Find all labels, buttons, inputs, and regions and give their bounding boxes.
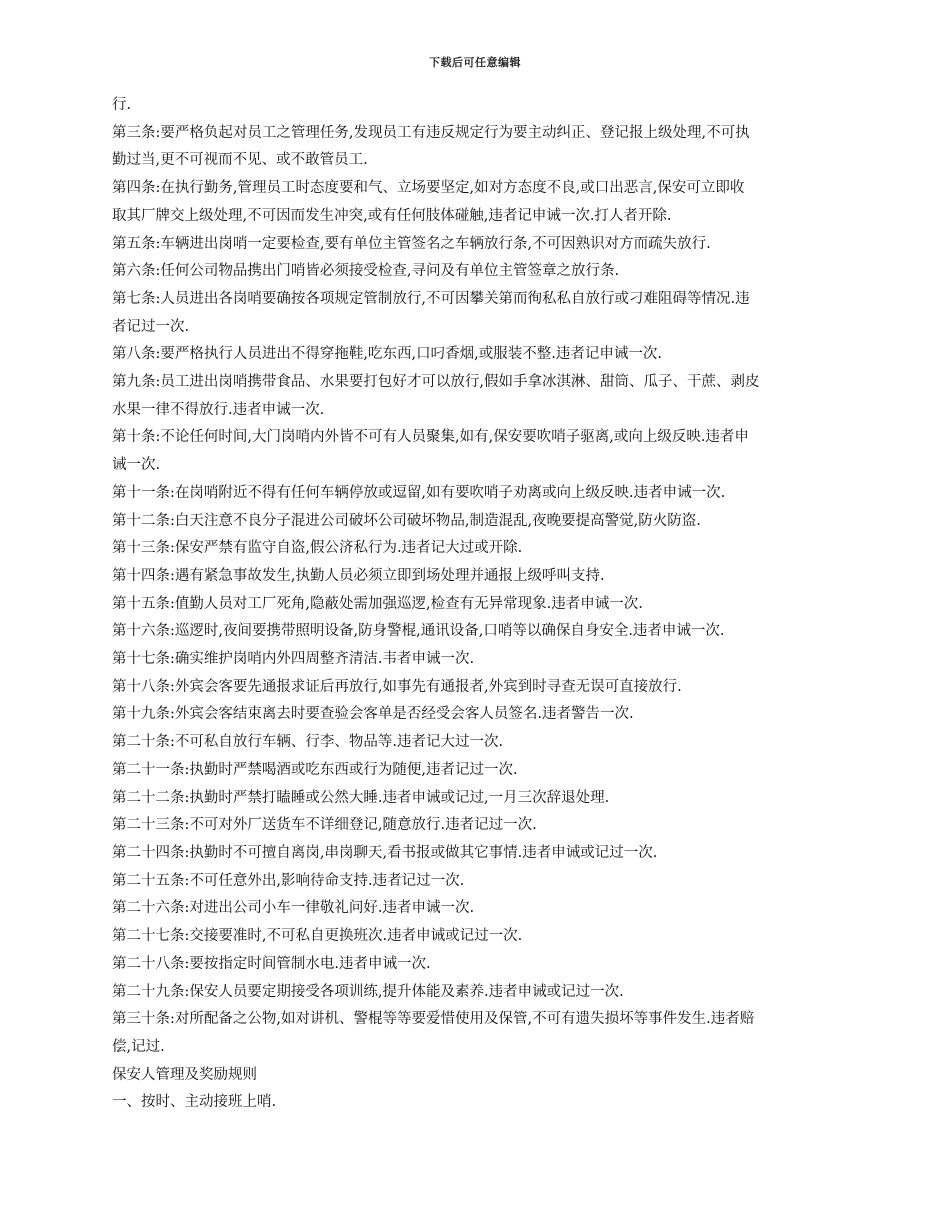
text-line: 水果一律不得放行.违者申诫一次. bbox=[112, 401, 325, 418]
text-line: 第三十条:对所配备之公物,如对讲机、警棍等等要爱惜使用及保管,不可有遗失损坏等事件发生.违者赔 bbox=[112, 1011, 755, 1028]
text-line: 第十二条:白天注意不良分子混进公司破坏公司破坏物品,制造混乱,夜晚要提高警觉,防火防盗. bbox=[112, 512, 701, 529]
text-line: 第六条:任何公司物品携出门哨皆必须接受检查,寻问及有单位主管签章之放行条. bbox=[112, 263, 620, 280]
text-line: 第二十一条:执勤时严禁喝酒或吃东西或行为随便,违者记过一次. bbox=[112, 761, 518, 778]
text-line: 第四条:在执行勤务,管理员工时态度要和气、立场要坚定,如对方态度不良,或口出恶言,保安可立即收 bbox=[112, 180, 745, 197]
text-line: 者记过一次. bbox=[112, 318, 190, 335]
text-line: 第二十二条:执勤时严禁打瞌睡或公然大睡.违者申诫或记过,一月三次辞退处理. bbox=[112, 789, 610, 806]
text-line: 行. bbox=[112, 97, 132, 113]
text-line: 第十九条:外宾会客结束离去时要查验会客单是否经受会客人员签名.违者警告一次. bbox=[112, 706, 634, 723]
document-body bbox=[112, 92, 850, 1117]
text-line: 第三条:要严格负起对员工之管理任务,发现员工有违反规定行为要主动纠正、登记报上级处理,不可执 bbox=[112, 124, 750, 141]
text-line: 第十七条:确实维护岗哨内外四周整齐清洁.韦者申诫一次. bbox=[112, 651, 475, 668]
text-line: 第十三条:保安严禁有监守自盗,假公济私行为.违者记大过或开除. bbox=[112, 540, 523, 557]
text-line: 一、按时、主动接班上哨. bbox=[112, 1094, 277, 1111]
text-line: 第十八条:外宾会客要先通报求证后再放行,如事先有通报者,外宾到时寻查无误可直接放行. bbox=[112, 678, 682, 695]
text-line: 第二十条:不可私自放行车辆、行李、物品等.违者记大过一次. bbox=[112, 734, 504, 751]
text-line: 第二十五条:不可任意外出,影响待命支持.违者记过一次. bbox=[112, 872, 465, 889]
text-line: 第七条:人员进出各岗哨要确按各项规定管制放行,不可因攀关第而徇私私自放行或刁难阻碍等情况.违 bbox=[112, 290, 750, 307]
text-line: 勤过当,更不可视而不见、或不敢管员工. bbox=[112, 152, 368, 169]
text-line: 取其厂牌交上级处理,不可因而发生冲突,或有任何肢体碰触,违者记申诫一次.打人者开除. bbox=[112, 207, 672, 224]
text-line: 第二十三条:不可对外厂送货车不详细登记,随意放行.违者记过一次. bbox=[112, 817, 537, 834]
page-header: 下载后可任意编辑 bbox=[429, 56, 521, 69]
text-line: 偿,记过. bbox=[112, 1038, 165, 1055]
text-line: 第十一条:在岗哨附近不得有任何车辆停放或逗留,如有要吹哨子劝离或向上级反映.违者申诫一次. bbox=[112, 484, 726, 501]
text-line: 诫一次. bbox=[112, 457, 161, 474]
text-line: 第八条:要严格执行人员进出不得穿拖鞋,吃东西,口叼香烟,或服装不整.违者记申诫一次. bbox=[112, 346, 662, 363]
text-line: 第十条:不论任何时间,大门岗哨内外皆不可有人员聚集,如有,保安要吹哨子驱离,或向上级反映.违者申 bbox=[112, 429, 749, 446]
text-line: 第十五条:值勤人员对工厂死角,隐蔽处需加强巡逻,检查有无异常现象.违者申诫一次. bbox=[112, 595, 643, 612]
text-line: 第五条:车辆进出岗哨一定要检查,要有单位主管签名之车辆放行条,不可因熟识对方而疏失放行. bbox=[112, 235, 711, 252]
text-line: 第二十七条:交接要准时,不可私自更换班次.违者申诫或记过一次. bbox=[112, 928, 523, 945]
text-line: 第二十八条:要按指定时间管制水电.违者申诫一次. bbox=[112, 955, 431, 972]
text-line: 第二十六条:对进出公司小车一律敬礼问好.违者申诫一次. bbox=[112, 900, 475, 917]
text-line: 第二十九条:保安人员要定期接受各项训练,提升体能及素养.违者申诫或记过一次. bbox=[112, 983, 624, 1000]
text-line: 第九条:员工进出岗哨携带食品、水果要打包好才可以放行,假如手拿冰淇淋、甜筒、瓜子、干蔗、剥皮 bbox=[112, 374, 760, 391]
text-line: 第十四条:遇有紧急事故发生,执勤人员必须立即到场处理并通报上级呼叫支持. bbox=[112, 567, 605, 584]
text-line: 第二十四条:执勤时不可擅自离岗,串岗聊天,看书报或做其它事情.违者申诫或记过一次. bbox=[112, 844, 658, 861]
section-heading: 保安人管理及奖励规则 bbox=[112, 1066, 257, 1083]
text-line: 第十六条:巡逻时,夜间要携带照明设备,防身警棍,通讯设备,口哨等以确保自身安全.违者申诫一次. bbox=[112, 623, 725, 640]
